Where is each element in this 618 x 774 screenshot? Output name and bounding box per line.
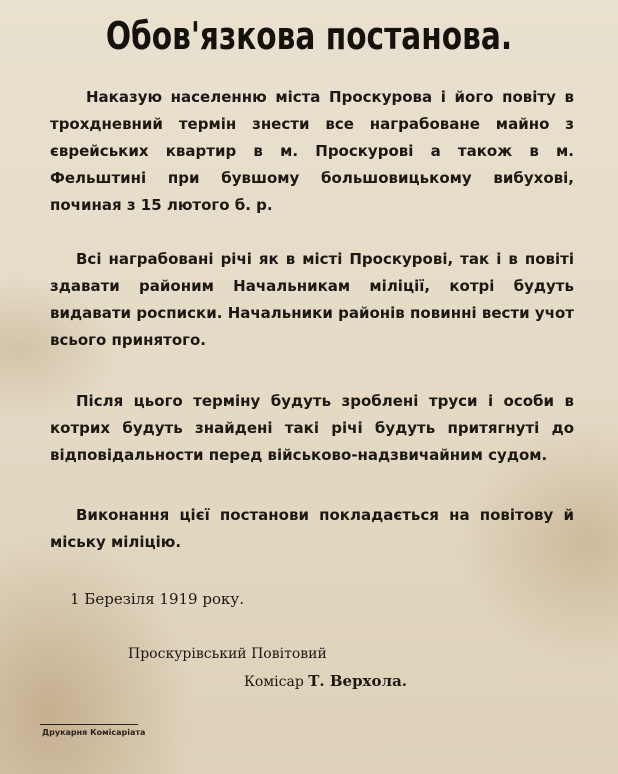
printer-credit: Друкарня Комісаріата bbox=[42, 728, 146, 737]
document-date: 1 Березіля 1919 року. bbox=[70, 590, 244, 608]
signature-line-1: Проскурівський Повітовий bbox=[128, 646, 327, 662]
paragraph-2: Всі награбовані річі як в місті Проскурові, так і в повіті здавати районим Начальникам міліції, котрі будуть видавати росписки. Начальники районів повинні вести учот всього принятого. bbox=[50, 250, 574, 349]
signature-name: Т. Верхола. bbox=[308, 672, 408, 690]
paragraph-1: Наказую населенню міста Проскурова і його повіту в трохдневний термін знести все награбоване майно з єврейських квартир в м. Проскурові а також в м. Фельштині при бувшому большовицькому вибухові, починая з 15 лютого б. р. bbox=[50, 88, 574, 214]
signature-line-2 bbox=[244, 672, 407, 690]
paragraph-3: Після цього терміну будуть зроблені труси і особи в котрих будуть знайдені такі річі будуть притягнуті до відповідальности перед військово-надзвичайним судом. bbox=[50, 392, 574, 464]
document-title: Обов'язкова постанова. bbox=[105, 14, 513, 58]
printer-rule bbox=[40, 724, 138, 725]
signature-role: Комісар bbox=[244, 674, 304, 690]
paragraph-4: Виконання цієї постанови покладається на повітову й міську міліцію. bbox=[50, 506, 574, 551]
